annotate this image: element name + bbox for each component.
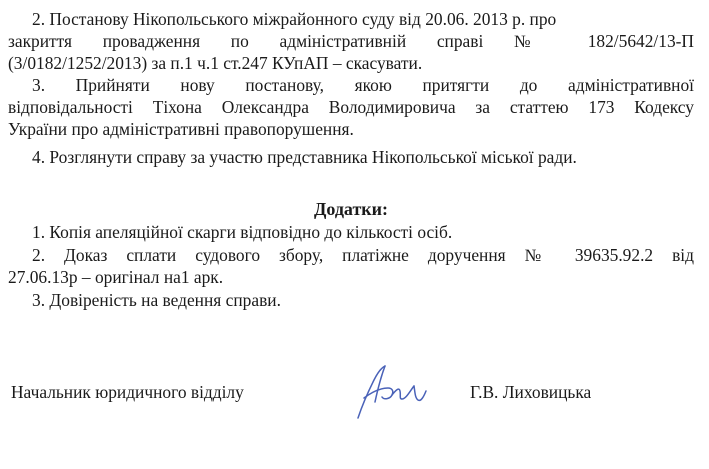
attachment-item-2-line-2: 27.06.13р – оригінал на1 арк. xyxy=(8,267,224,287)
signature-row xyxy=(8,380,698,420)
signatory-name: Г.В. Лиховицька xyxy=(470,382,592,402)
document-page xyxy=(8,0,698,469)
paragraph-4-line-1: 4. Розглянути справу за участю представника Нікопольської міської ради. xyxy=(32,147,577,167)
paragraph-2-line-3: (3/0182/1252/2013) за п.1 ч.1 ст.247 КУпАП – скасувати. xyxy=(8,53,423,73)
attachment-item-2-line-1: 2. Доказ сплати судового збору, платіжне доручення № 39635.92.2 від xyxy=(32,245,694,265)
paragraph-3-line-3: України про адміністративні правопорушення. xyxy=(8,119,354,139)
signatory-title: Начальник юридичного відділу xyxy=(11,382,244,402)
attachment-item-1: 1. Копія апеляційної скарги відповідно до кількості осіб. xyxy=(32,222,453,242)
attachments-heading: Додатки: xyxy=(313,199,389,219)
attachment-item-3: 3. Довіреність на ведення справи. xyxy=(32,290,281,310)
paragraph-2-line-2: закриття провадження по адміністративній справі № 182/5642/13-П xyxy=(8,31,694,51)
paragraph-3-line-1: 3. Прийняти нову постанову, якою притягти до адміністративної xyxy=(32,75,694,95)
paragraph-3-line-2: відповідальності Тіхона Олександра Володимировича за статтею 173 Кодексу xyxy=(8,97,694,117)
paragraph-2-line-1: 2. Постанову Нікопольського міжрайонного суду від 20.06. 2013 р. про xyxy=(32,9,557,29)
handwritten-signature xyxy=(344,358,434,428)
